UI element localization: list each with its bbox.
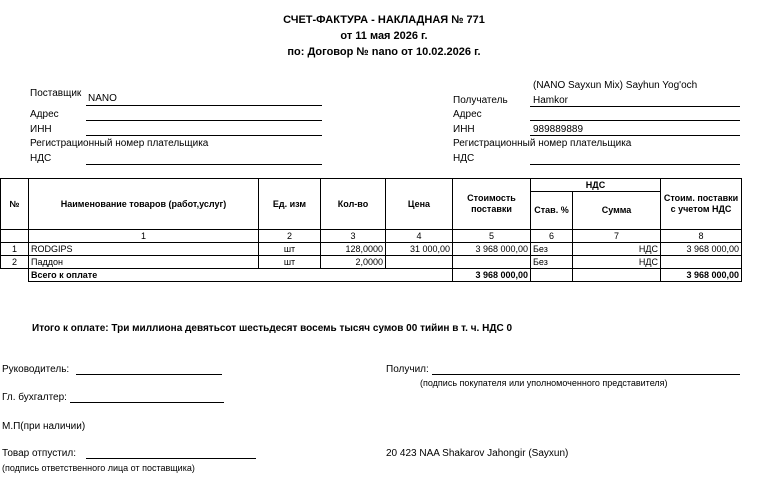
row-price	[386, 256, 453, 269]
receiver-reg-label: Регистрационный номер плательщика	[453, 138, 632, 149]
row-unit: шт	[259, 243, 321, 256]
row-name: Паддон	[29, 256, 259, 269]
receiver-label: Получатель	[453, 95, 508, 106]
header-name: Наименование товаров (работ,услуг)	[29, 179, 259, 230]
supplier-address-label: Адрес	[30, 109, 59, 120]
colnum: 4	[386, 230, 453, 243]
director-label: Руководитель:	[2, 364, 70, 375]
supplier-nds-label: НДС	[30, 153, 52, 164]
header-qty: Кол-во	[321, 179, 386, 230]
released-note: (подпись ответственного лица от поставщика)	[2, 463, 195, 473]
supplier-nds-line	[86, 164, 322, 165]
row-sum: НДС	[573, 243, 661, 256]
receiver-inn-line	[530, 135, 740, 136]
received-line	[432, 374, 740, 375]
total-row	[1, 269, 742, 282]
colnum: 3	[321, 230, 386, 243]
table-row	[1, 256, 742, 269]
receiver-inn-value: 989889889	[533, 124, 584, 135]
supplier-inn-label: ИНН	[30, 124, 52, 135]
row-qty: 2,0000	[321, 256, 386, 269]
row-cost	[453, 256, 531, 269]
header-no: №	[1, 179, 29, 230]
header-unit: Ед. изм	[259, 179, 321, 230]
total-cost: 3 968 000,00	[453, 269, 531, 282]
colnum	[1, 230, 29, 243]
invoice-table	[0, 178, 742, 282]
row-unit: шт	[259, 256, 321, 269]
supplier-line	[86, 105, 322, 106]
header-sum: Сумма	[573, 192, 661, 230]
receiver-inn-label: ИНН	[453, 124, 475, 135]
row-no: 2	[1, 256, 29, 269]
director-line	[76, 374, 222, 375]
colnum: 7	[573, 230, 661, 243]
row-price: 31 000,00	[386, 243, 453, 256]
row-total	[661, 256, 742, 269]
receiver-address-label: Адрес	[453, 109, 482, 120]
supplier-inn-line	[86, 135, 322, 136]
receiver-value: Hamkor	[533, 95, 569, 106]
colnum: 1	[29, 230, 259, 243]
header-total: Стоим. поставки с учетом НДС	[661, 179, 742, 230]
row-sum: НДС	[573, 256, 661, 269]
supplier-value: NANO	[88, 93, 117, 104]
row-total: 3 968 000,00	[661, 243, 742, 256]
table-row	[1, 243, 742, 256]
row-rate: Без	[531, 243, 573, 256]
supplier-label: Поставщик	[30, 88, 82, 99]
accountant-label: Гл. бухгалтер:	[2, 392, 67, 403]
receiver-address-line	[530, 120, 740, 121]
total-total: 3 968 000,00	[661, 269, 742, 282]
released-label: Товар отпустил:	[2, 448, 76, 459]
row-qty: 128,0000	[321, 243, 386, 256]
supplier-reg-label: Регистрационный номер плательщика	[30, 138, 209, 149]
colnum: 2	[259, 230, 321, 243]
row-no: 1	[1, 243, 29, 256]
receiver-top-name: (NANO Sayxun Mix) Sayhun Yog'och	[533, 80, 698, 91]
released-line	[86, 458, 256, 459]
header-price: Цена	[386, 179, 453, 230]
invoice-title: СЧЕТ-ФАКТУРА - НАКЛАДНАЯ № 771	[283, 14, 485, 26]
total-label: Всего к оплате	[29, 269, 453, 282]
header-cost: Стоимость поставки	[453, 179, 531, 230]
amount-in-words: Итого к оплате: Три миллиона девятьсот шестьдесят восемь тысяч сумов 00 тийин в т. ч. НДС 0	[32, 323, 513, 334]
received-note: (подпись покупателя или уполномоченного представителя)	[420, 378, 668, 388]
invoice-contract: по: Договор № nano от 10.02.2026 г.	[287, 46, 481, 58]
accountant-line	[70, 402, 224, 403]
header-nds: НДС	[531, 179, 661, 192]
receiver-nds-label: НДС	[453, 153, 475, 164]
colnum: 6	[531, 230, 573, 243]
stamp-label: М.П(при наличии)	[2, 421, 86, 432]
received-label: Получил:	[386, 364, 429, 375]
colnum: 8	[661, 230, 742, 243]
receiver-nds-line	[530, 164, 740, 165]
row-cost: 3 968 000,00	[453, 243, 531, 256]
agent-name: 20 423 NAA Shakarov Jahongir (Sayxun)	[386, 448, 569, 459]
supplier-address-line	[86, 120, 322, 121]
colnum: 5	[453, 230, 531, 243]
invoice-date: от 11 мая 2026 г.	[340, 30, 428, 42]
row-name: RODGIPS	[29, 243, 259, 256]
receiver-line	[530, 106, 740, 107]
header-rate: Став. %	[531, 192, 573, 230]
row-rate: Без	[531, 256, 573, 269]
